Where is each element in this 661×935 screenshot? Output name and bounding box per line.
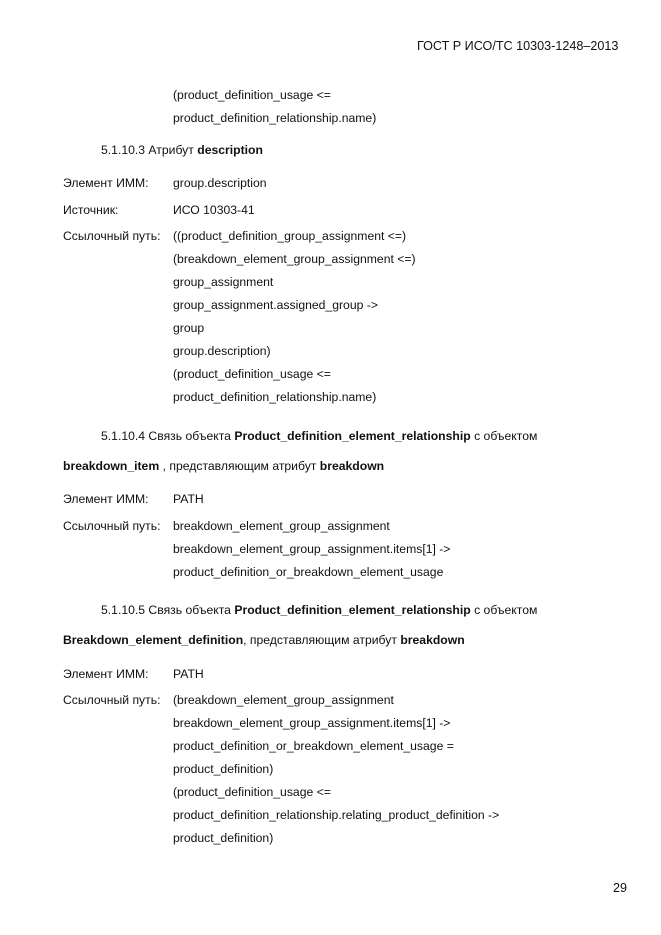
field-label: Ссылочный путь:: [63, 693, 161, 707]
section-heading-5-1-10-5: [101, 603, 537, 617]
path-line: product_definition): [173, 831, 274, 845]
section-heading-5-1-10-4: [101, 429, 537, 443]
field-label: Источник:: [63, 203, 119, 217]
path-line: (product_definition_usage <=: [173, 785, 331, 799]
heading-text: , представляющим атрибут: [162, 459, 317, 473]
document-code-header: ГОСТ Р ИСО/ТС 10303-1248–2013: [417, 39, 619, 53]
path-line: breakdown_element_group_assignment: [173, 519, 390, 533]
path-line: (breakdown_element_group_assignment: [173, 693, 394, 707]
path-line: group_assignment.assigned_group ->: [173, 298, 378, 312]
field-label: Элемент ИММ:: [63, 492, 149, 506]
heading-tail: с объектом: [474, 429, 538, 443]
field-label: Ссылочный путь:: [63, 519, 161, 533]
heading-number: 5.1.10.5 Связь объекта: [101, 603, 231, 617]
path-line: ((product_definition_group_assignment <=): [173, 229, 407, 243]
path-line: product_definition_or_breakdown_element_usage =: [173, 739, 454, 753]
path-line: (product_definition_usage <=: [173, 88, 331, 102]
path-line: breakdown_element_group_assignment.items[1] ->: [173, 716, 451, 730]
path-line: product_definition_relationship.relating_product_definition ->: [173, 808, 500, 822]
heading-tail: с объектом: [474, 603, 538, 617]
heading-entity-name: Product_definition_element_relationship: [234, 603, 471, 617]
path-line: product_definition_relationship.name): [173, 111, 377, 125]
field-label: Ссылочный путь:: [63, 229, 161, 243]
field-label: Элемент ИММ:: [63, 176, 149, 190]
path-line: group: [173, 321, 205, 335]
path-line: group_assignment: [173, 275, 274, 289]
heading-entity-name: Product_definition_element_relationship: [234, 429, 471, 443]
path-line: (product_definition_usage <=: [173, 367, 331, 381]
path-line: product_definition): [173, 762, 274, 776]
path-line: product_definition_or_breakdown_element_usage: [173, 565, 444, 579]
path-line: product_definition_relationship.name): [173, 390, 377, 404]
page-number: 29: [613, 881, 628, 895]
heading-attribute-name: description: [197, 143, 263, 157]
heading-entity-name: Breakdown_element_definition: [63, 633, 244, 647]
field-label: Элемент ИММ:: [63, 667, 149, 681]
section-heading-continuation: [63, 633, 465, 647]
field-value: PATH: [173, 667, 204, 681]
field-value: ИСО 10303-41: [173, 203, 255, 217]
heading-text: , представляющим атрибут: [243, 633, 397, 647]
path-line: breakdown_element_group_assignment.items[1] ->: [173, 542, 451, 556]
heading-number: 5.1.10.3 Атрибут: [101, 143, 194, 157]
heading-attribute-name: breakdown: [400, 633, 465, 647]
heading-attribute-name: breakdown: [319, 459, 385, 473]
field-value: group.description: [173, 176, 267, 190]
section-heading-continuation: [63, 459, 384, 473]
heading-number: 5.1.10.4 Связь объекта: [101, 429, 231, 443]
section-heading-5-1-10-3: [101, 143, 263, 157]
path-line: group.description): [173, 344, 271, 358]
field-value: PATH: [173, 492, 204, 506]
heading-entity-name: breakdown_item: [63, 459, 160, 473]
path-line: (breakdown_element_group_assignment <=): [173, 252, 416, 266]
